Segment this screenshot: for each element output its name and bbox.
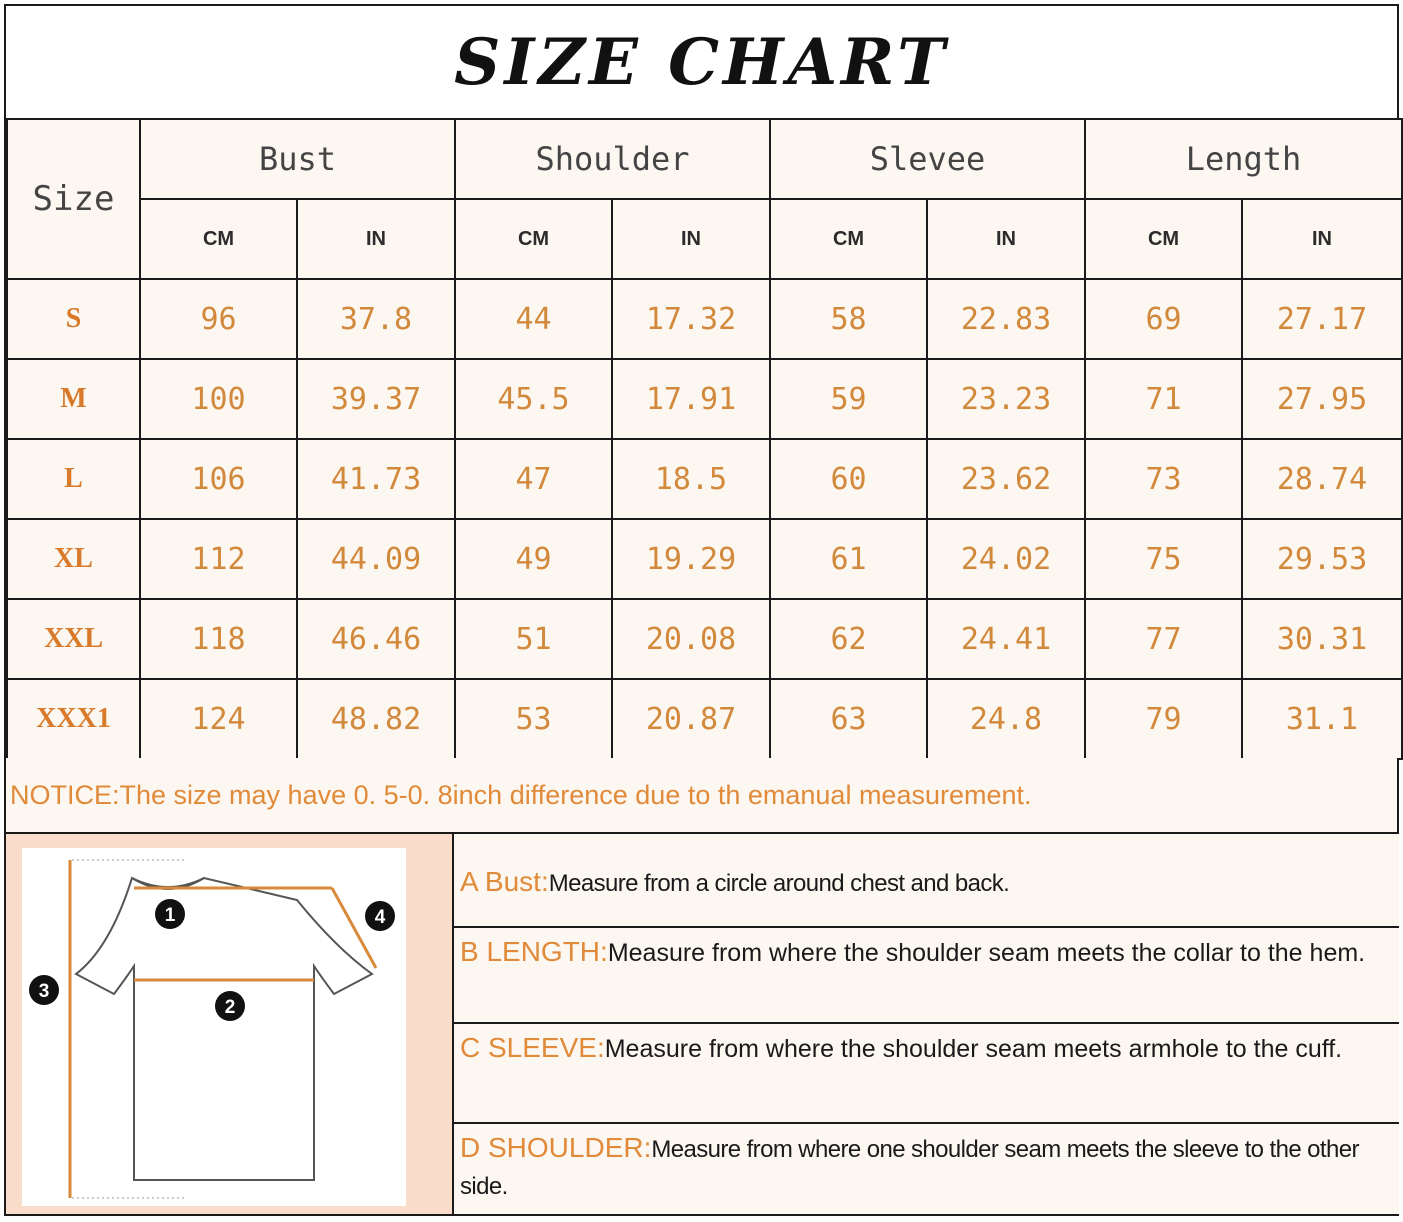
diagram-panel [6, 834, 454, 1214]
measurement-cell: 62 [770, 599, 927, 679]
size-label-cell: M [7, 359, 140, 439]
unit-header-row [7, 199, 1402, 279]
measurement-cell: 17.32 [612, 279, 770, 359]
measurement-cell: 23.62 [927, 439, 1085, 519]
measurement-cell: 59 [770, 359, 927, 439]
measurement-cell: 27.17 [1242, 279, 1402, 359]
measurement-cell: 19.29 [612, 519, 770, 599]
measurement-cell: 49 [455, 519, 612, 599]
measurement-cell: 23.23 [927, 359, 1085, 439]
measurement-cell: 112 [140, 519, 297, 599]
svg-text:1: 1 [164, 905, 176, 926]
definitions-list [454, 834, 1399, 1214]
measurement-cell: 63 [770, 679, 927, 759]
unit-header: IN [1242, 199, 1402, 279]
svg-text:2: 2 [224, 997, 236, 1018]
definition-sleeve [454, 1024, 1399, 1124]
definition-key: A Bust: [460, 866, 549, 897]
unit-header: IN [927, 199, 1085, 279]
size-column-header: Size [7, 119, 140, 279]
measurement-cell: 77 [1085, 599, 1242, 679]
svg-text:3: 3 [38, 981, 50, 1002]
measurement-cell: 20.87 [612, 679, 770, 759]
tshirt-outline [76, 878, 372, 1180]
unit-header: CM [770, 199, 927, 279]
measurement-cell: 39.37 [297, 359, 455, 439]
measurement-cell: 41.73 [297, 439, 455, 519]
measurement-cell: 45.5 [455, 359, 612, 439]
size-label-cell: L [7, 439, 140, 519]
measurement-cell: 118 [140, 599, 297, 679]
measurement-cell: 37.8 [297, 279, 455, 359]
measurement-cell: 44.09 [297, 519, 455, 599]
measurement-cell: 71 [1085, 359, 1242, 439]
tshirt-diagram [22, 848, 406, 1206]
measurement-cell: 79 [1085, 679, 1242, 759]
size-label-cell: S [7, 279, 140, 359]
definition-key: D SHOULDER: [460, 1132, 652, 1163]
measurement-cell: 69 [1085, 279, 1242, 359]
table-row [7, 599, 1402, 679]
marker-3 [29, 975, 59, 1005]
measurement-cell: 100 [140, 359, 297, 439]
measurement-cell: 28.74 [1242, 439, 1402, 519]
measurement-cell: 51 [455, 599, 612, 679]
measurement-cell: 53 [455, 679, 612, 759]
definition-text: Measure from where the shoulder seam meets the collar to the hem. [607, 939, 1366, 967]
table-row [7, 279, 1402, 359]
measurement-cell: 75 [1085, 519, 1242, 599]
definition-length [454, 928, 1399, 1024]
measurement-cell: 31.1 [1242, 679, 1402, 759]
group-header-bust: Bust [140, 119, 455, 199]
definition-key: B LENGTH: [460, 936, 608, 967]
table-row [7, 359, 1402, 439]
measurement-cell: 17.91 [612, 359, 770, 439]
size-label-cell: XXL [7, 599, 140, 679]
group-header-shoulder: Shoulder [455, 119, 770, 199]
measurement-cell: 30.31 [1242, 599, 1402, 679]
size-label-cell: XL [7, 519, 140, 599]
size-rows [7, 279, 1402, 759]
unit-header: CM [455, 199, 612, 279]
unit-header: CM [1085, 199, 1242, 279]
measurement-cell: 96 [140, 279, 297, 359]
measurement-cell: 29.53 [1242, 519, 1402, 599]
definition-text: Measure from where one shoulder seam meets the sleeve to the other side. [460, 1136, 1359, 1200]
measurement-cell: 58 [770, 279, 927, 359]
measurement-guide [6, 834, 1397, 1214]
marker-2 [215, 991, 245, 1021]
measurement-cell: 48.82 [297, 679, 455, 759]
size-table [6, 118, 1403, 760]
measurement-cell: 24.8 [927, 679, 1085, 759]
size-chart-frame [4, 4, 1399, 1216]
unit-header: IN [297, 199, 455, 279]
table-row [7, 519, 1402, 599]
unit-header: CM [140, 199, 297, 279]
definition-key: C SLEEVE: [460, 1032, 605, 1063]
measurement-cell: 27.95 [1242, 359, 1402, 439]
measurement-cell: 44 [455, 279, 612, 359]
measurement-cell: 47 [455, 439, 612, 519]
title-row [6, 6, 1397, 120]
table-row [7, 679, 1402, 759]
marker-4 [365, 901, 395, 931]
marker-1 [155, 899, 185, 929]
unit-header: IN [612, 199, 770, 279]
definition-bust [454, 834, 1399, 928]
measurement-cell: 61 [770, 519, 927, 599]
measurement-cell: 20.08 [612, 599, 770, 679]
measurement-cell: 46.46 [297, 599, 455, 679]
definition-text: Measure from where the shoulder seam meets armhole to the cuff. [604, 1035, 1343, 1063]
page-title: SIZE CHART [454, 24, 949, 100]
group-header-length: Length [1085, 119, 1402, 199]
definition-text: Measure from a circle around chest and back. [548, 870, 1010, 897]
group-header-sleeve: Slevee [770, 119, 1085, 199]
measurement-cell: 73 [1085, 439, 1242, 519]
measurement-cell: 60 [770, 439, 927, 519]
notice-row [6, 758, 1397, 834]
table-row [7, 439, 1402, 519]
table-header-row [7, 119, 1402, 199]
measurement-cell: 124 [140, 679, 297, 759]
measurement-cell: 106 [140, 439, 297, 519]
tshirt-illustration [22, 848, 406, 1206]
svg-text:4: 4 [374, 907, 386, 928]
notice-text: NOTICE:The size may have 0. 5-0. 8inch difference due to th emanual measurement. [10, 779, 1032, 810]
measurement-cell: 22.83 [927, 279, 1085, 359]
measurement-cell: 24.02 [927, 519, 1085, 599]
size-label-cell: XXX1 [7, 679, 140, 759]
measurement-cell: 18.5 [612, 439, 770, 519]
definition-shoulder [454, 1124, 1399, 1214]
measurement-cell: 24.41 [927, 599, 1085, 679]
